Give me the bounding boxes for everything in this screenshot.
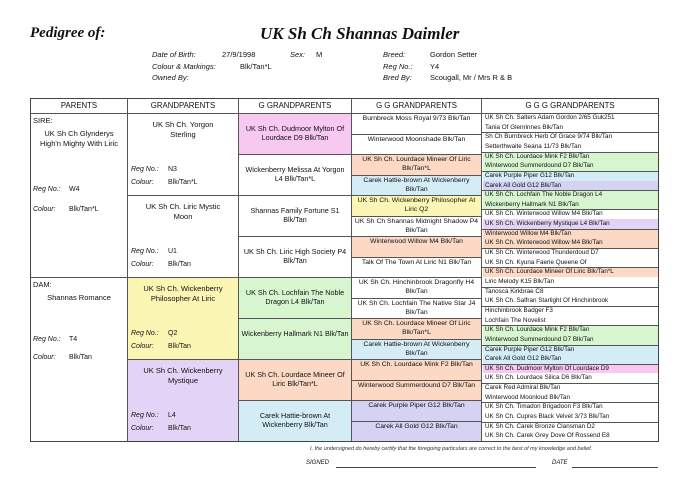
date-line [572,467,658,468]
grandparent-colour-label: Colour: [131,261,154,268]
ggg-grandparent-cell[interactable]: Carek Red Admiral Blk/Tan [483,383,658,393]
sire-colour-label: Colour: [33,206,56,213]
ggg-grandparent-cell[interactable]: UK Sh Ch. Lourdace Silica D6 Blk/Tan [483,373,658,383]
date-label: DATE [552,460,568,466]
gg-grandparent-cell[interactable]: UK Sh Ch. Hinchinbrook Dragonfly H4 Blk/Tan [352,277,481,298]
g-grandparent-cell[interactable]: UK Sh Ch. Lourdace Mineer Of Liric Blk/Tan*L [239,359,351,400]
ggg-grandparent-cell[interactable]: UK Sh Ch. Carek Grey Dove Of Rossend E8 [483,431,658,441]
grandparent-name: UK Sh Ch. Yorgon Sterling [152,120,214,139]
ggg-grandparent-cell[interactable]: UK Sh Ch. Salters Adam Gordon 2/65 Guk251 [483,113,658,123]
row-divider [30,113,659,114]
ggg-grandparent-cell[interactable]: Carek All Gold G12 Blk/Tan [483,354,658,364]
row-divider [351,134,481,135]
dam-colour-label: Colour: [33,354,56,361]
g-grandparent-cell[interactable]: UK Sh Ch. Dudmoor Mylton Of Lourdace D9 Blk/Tan [239,113,351,154]
dam-colour-value: Blk/Tan [69,354,92,361]
row-divider [30,277,127,278]
sire-colour-value: Blk/Tan*L [69,206,99,213]
column-divider [238,98,239,442]
grandparent-colour-value: Blk/Tan [168,343,191,350]
row-divider [481,248,658,249]
grandparent-reg-value: L4 [168,412,176,419]
row-divider [481,364,658,365]
row-divider [238,195,351,196]
certify-text: I, the undersigned do hereby certify that the foregoing particulars are correct to the best of my knowledge and belief. [310,446,593,452]
ggg-grandparent-cell[interactable]: UK Sh Ch. Dudmoor Mylton Of Lourdace D9 [483,364,658,374]
ggg-grandparent-cell[interactable]: UK Sh Ch. Winterwood Willow M4 Blk/Tan [483,209,658,219]
row-divider [351,421,481,422]
row-divider [481,287,658,288]
bred-by-value: Scougall, Mr / Mrs R & B [430,73,513,82]
ggg-grandparent-cell[interactable]: Lochfain The Novelist [483,316,658,326]
ggg-grandparent-cell[interactable]: Winterwood Moonloud Blk/Tan [483,393,658,403]
g-grandparent-cell[interactable]: Wickenberry Melissa At Yorgon L4 Blk/Tan*L [239,154,351,195]
column-divider [127,98,128,442]
col-header-ggg-grandparents: G G G GRANDPARENTS [525,101,615,110]
row-divider [238,400,351,401]
gg-grandparent-cell[interactable]: Winterwood Willow M4 Blk/Tan [352,236,481,257]
row-divider [127,195,238,196]
row-divider [351,195,481,196]
row-divider [351,277,481,278]
grandparent-reg-label: Reg No.: [131,248,159,255]
gg-grandparent-cell[interactable]: UK Sh Ch. Lourdace Mineer Of Liric Blk/Tan*L [352,318,481,339]
ggg-grandparent-cell[interactable]: UK Sh Ch. Winterwood Thunderdoud D7 [483,248,658,258]
colour-value: Blk/Tan*L [240,62,272,71]
signed-line [336,467,536,468]
g-grandparent-cell[interactable]: Shannas Family Fortune S1 Blk/Tan [239,195,351,236]
row-divider [481,422,658,423]
row-divider [481,229,658,230]
gg-grandparent-cell[interactable]: UK Sh Ch. Wickenberry Philosopher At Liric Q2 [352,195,481,216]
gg-grandparent-cell[interactable]: UK Sh Ch. Lourdace Mineer Of Liric Blk/Tan*L [352,154,481,175]
ggg-grandparent-cell[interactable]: Carek All Gold G12 Blk/Tan [483,181,658,191]
col-header-gg-grandparents: G G GRANDPARENTS [376,101,457,110]
gg-grandparent-cell[interactable]: Carek Purple Piper G12 Blk/Tan [352,400,481,421]
gg-grandparent-cell[interactable]: Talk Of The Town At Liric N1 Blk/Tan [352,257,481,278]
row-divider [238,154,351,155]
ggg-grandparent-cell[interactable]: Setterthwaite Seana 11/73 Blk/Tan [483,142,658,152]
row-divider [481,306,658,307]
row-divider [351,318,481,319]
grandparent-name: UK Sh Ch. Wickenberry Philosopher At Liric [143,284,223,303]
row-divider [351,400,481,401]
grandparent-reg-value: N3 [168,166,177,173]
ggg-grandparent-cell[interactable]: Wickenberry Hallmark N1 Blk/Tan [483,200,658,210]
sire-name: UK Sh Ch Glynderys High'n Mighty With Liric [39,129,119,148]
dog-name: UK Sh Ch Shannas Daimler [260,24,460,43]
row-divider [127,359,238,360]
row-divider [481,325,658,326]
col-header-grandparents: GRANDPARENTS [150,101,216,110]
signed-label: SIGNED [306,460,330,466]
grandparent-colour-label: Colour: [131,343,154,350]
dam-reg-label: Reg No.: [33,336,61,343]
grandparent-name: UK Sh Ch. Liric Mystic Moon [145,202,221,221]
ggg-grandparent-cell[interactable]: Carek Purple Piper G12 Blk/Tan [483,345,658,355]
gg-grandparent-cell[interactable]: Carek All Gold G12 Blk/Tan [352,421,481,442]
bred-by-label: Bred By: [383,73,412,82]
ggg-grandparent-cell[interactable]: UK Sh Ch. Lourdace Mineer Of Liric Blk/Tan*L [483,267,658,277]
gg-grandparent-cell[interactable]: Winterwood Summerdound D7 Blk/Tan [352,380,481,401]
grandparent-cell[interactable] [128,195,238,277]
row-divider [351,380,481,381]
row-divider [481,402,658,403]
gg-grandparent-cell[interactable]: Carek Hattie-brown At Wickenberry Blk/Tan [352,175,481,196]
ggg-grandparent-cell[interactable]: Liric Melody K15 Blk/Tan [483,277,658,287]
row-divider [481,190,658,191]
dam-cell[interactable] [31,277,127,441]
ggg-grandparent-cell[interactable]: UK Sh Ch. Carek Bronze Clansman D2 [483,422,658,432]
grandparent-reg-label: Reg No.: [131,330,159,337]
grandparent-colour-value: Blk/Tan*L [168,179,198,186]
g-grandparent-cell[interactable]: Carek Hattie-brown At Wickenberry Blk/Tan [239,400,351,441]
dam-reg-value: T4 [69,336,78,343]
dob-value: 27/9/1998 [222,50,256,59]
ggg-grandparent-cell[interactable]: UK Sh Ch. Lochfain The Noble Dragon L4 [483,190,658,200]
ggg-grandparent-cell[interactable]: UK Sh Ch. Lourdace Mink F2 Blk/Tan [483,152,658,162]
row-divider [481,383,658,384]
ggg-grandparent-cell[interactable]: UK Sh Ch. Wickenberry Mystique L4 Blk/Tan [483,219,658,229]
grandparent-reg-label: Reg No.: [131,412,159,419]
row-divider [238,318,351,319]
grandparent-cell[interactable] [128,359,238,441]
row-divider [481,345,658,346]
row-divider [481,171,658,172]
g-grandparent-cell[interactable]: Wickenberry Hallmark N1 Blk/Tan [239,318,351,359]
g-grandparent-cell[interactable]: UK Sh Ch. Liric High Society P4 Blk/Tan [239,236,351,277]
row-divider [351,339,481,340]
row-divider [351,154,481,155]
col-header-parents: PARENTS [60,101,98,110]
dam-role: DAM: [33,280,52,289]
ggg-grandparent-cell[interactable]: Winterwood Summerdound D7 Blk/Tan [483,161,658,171]
ggg-grandparent-cell[interactable]: Sh Ch Burnbreck Herb Of Grace 9/74 Blk/Tan [483,132,658,142]
ggg-grandparent-cell[interactable]: UK Sh Ch. Cupres Black Velvet 3/73 Blk/Tan [483,412,658,422]
row-divider [351,175,481,176]
sire-cell[interactable] [31,113,127,277]
grandparent-colour-value: Blk/Tan [168,261,191,268]
ggg-grandparent-cell[interactable]: Tanosca Kirkbrae C8 [483,287,658,297]
grandparent-reg-label: Reg No.: [131,166,159,173]
breed-value: Gordon Setter [430,50,478,59]
ggg-grandparent-cell[interactable]: Tania Of Glenrinnes Blk/Tan [483,123,658,133]
owned-by-label: Owned By: [152,73,189,82]
grandparent-reg-value: U1 [168,248,177,255]
sire-reg-value: W4 [69,186,80,193]
gg-grandparent-cell[interactable]: Carek Hattie-brown At Wickenberry Blk/Tan [352,339,481,360]
reg-value: Y4 [430,62,440,71]
column-divider [351,98,352,442]
grandparent-name: UK Sh Ch. Wickenberry Mystique [143,366,223,385]
reg-label: Reg No.: [383,62,413,71]
ggg-grandparent-cell[interactable]: UK Sh Ch. Winterwood Willow M4 Blk/Tan [483,238,658,248]
row-divider [127,277,238,278]
row-divider [481,209,658,210]
row-divider [351,257,481,258]
row-divider [481,267,658,268]
grandparent-colour-label: Colour: [131,179,154,186]
pedigree-label: Pedigree of: [30,25,106,41]
gg-grandparent-cell[interactable]: Winterwood Moonshade Blk/Tan [352,134,481,155]
grandparent-cell[interactable] [128,277,238,359]
g-grandparent-cell[interactable]: UK Sh Ch. Lochfain The Noble Dragon L4 Blk/Tan [239,277,351,318]
column-divider [481,98,482,442]
breed-label: Breed: [383,50,406,59]
gg-grandparent-cell[interactable]: Burnbreck Moss Royal 9/73 Blk/Tan [352,113,481,134]
row-divider [238,236,351,237]
dam-name: Shannas Romance [47,293,111,302]
ggg-grandparent-cell[interactable]: Carek Purple Piper G12 Blk/Tan [483,171,658,181]
row-divider [351,359,481,360]
ggg-grandparent-cell[interactable]: UK Sh Ch. Timadon Brigadoon F3 Blk/Tan [483,402,658,412]
row-divider [351,216,481,217]
grandparent-reg-value: Q2 [168,330,178,337]
row-divider [481,152,658,153]
ggg-grandparent-cell[interactable]: Winterwood Summerdound D7 Blk/Tan [483,335,658,345]
grandparent-colour-label: Colour: [131,425,154,432]
gg-grandparent-cell[interactable]: UK Sh Ch. Lochfain The Native Star J4 Blk/Tan [352,298,481,319]
dob-label: Date of Birth: [152,50,196,59]
gg-grandparent-cell[interactable]: UK Sh Ch. Lourdace Mink F2 Blk/Tan [352,359,481,380]
ggg-grandparent-cell[interactable]: Winterwood Willow M4 Blk/Tan [483,229,658,239]
ggg-grandparent-cell[interactable]: UK Sh Ch. Kyuna Faerie Queene Of [483,258,658,268]
col-header-g-grandparents: G GRANDPARENTS [258,101,332,110]
colour-label: Colour & Markings: [152,62,216,71]
ggg-grandparent-cell[interactable]: Hinchinbrook Badger F3 [483,306,658,316]
ggg-grandparent-cell[interactable]: UK Sh Ch. Lourdace Mink F2 Blk/Tan [483,325,658,335]
row-divider [351,236,481,237]
sex-value: M [316,50,323,59]
sire-reg-label: Reg No.: [33,186,61,193]
sire-role: SIRE: [33,116,53,125]
sex-label: Sex: [290,50,306,59]
row-divider [481,132,658,133]
grandparent-cell[interactable] [128,113,238,195]
ggg-grandparent-cell[interactable]: UK Sh Ch. Salfran Starlight Of Hinchinbrook [483,296,658,306]
gg-grandparent-cell[interactable]: UK Sh Ch Shannas Midnight Shadow P4 Blk/Tan [352,216,481,237]
row-divider [238,359,351,360]
grandparent-colour-value: Blk/Tan [168,425,191,432]
row-divider [351,298,481,299]
row-divider [238,277,351,278]
